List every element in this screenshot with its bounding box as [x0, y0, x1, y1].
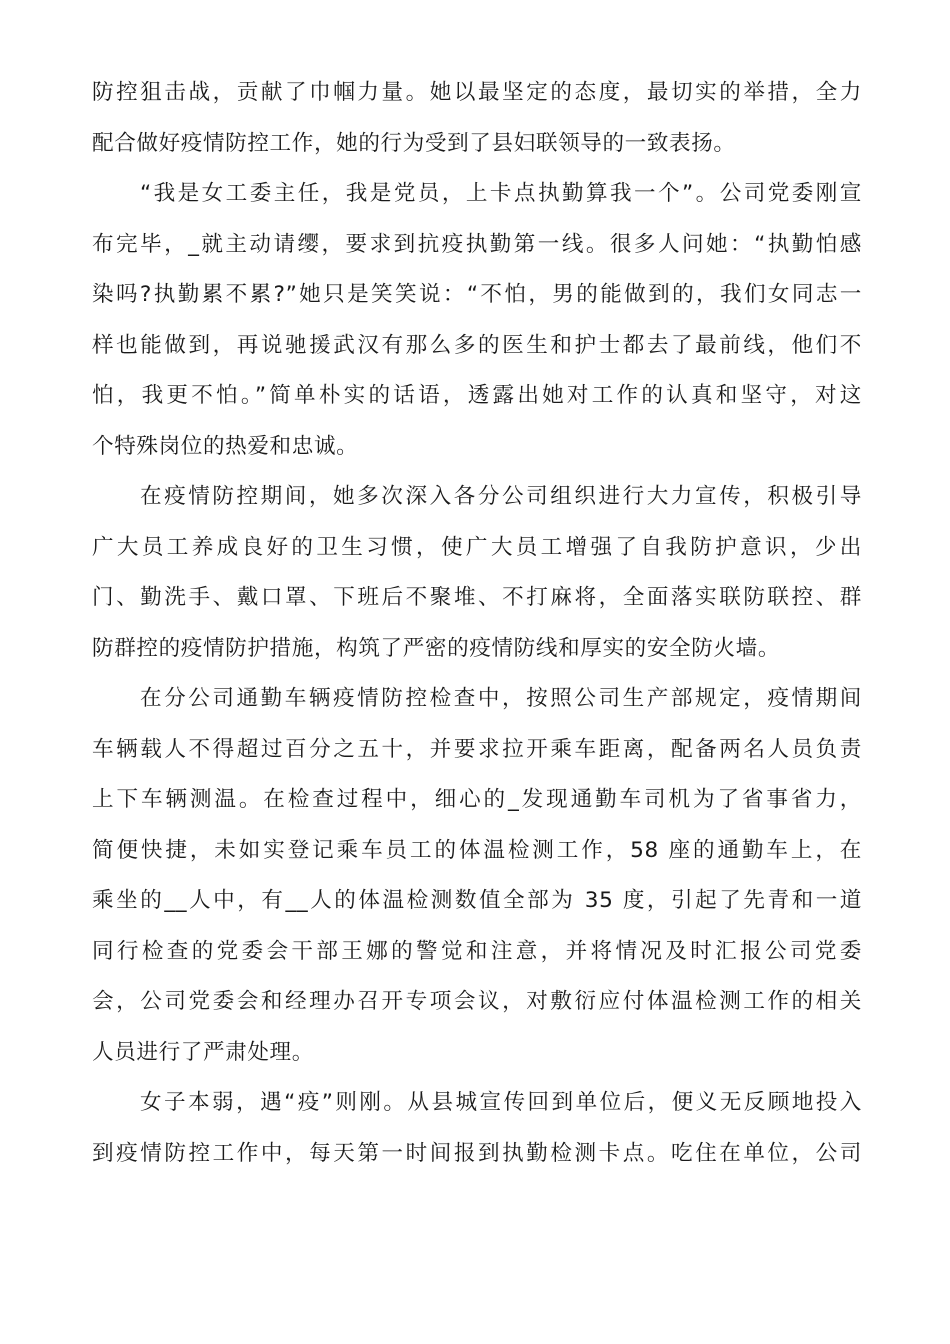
text-line: 在分公司通勤车辆疫情防控检查中，按照公司生产部规定，疫情期间 [140, 686, 862, 711]
paragraph [92, 674, 862, 1078]
text-line: 防控狙击战，贡献了巾帼力量。她以最坚定的态度，最切实的举措，全力 [92, 80, 862, 105]
text-line: 配合做好疫情防控工作，她的行为受到了县妇联领导的一致表扬。 [92, 130, 736, 156]
text-line: 同行检查的党委会干部王娜的警觉和注意，并将情况及时汇报公司党委 [92, 938, 862, 964]
paragraph [92, 169, 862, 472]
text-line: “我是女工委主任，我是党员，上卡点执勤算我一个”。公司党委刚宣 [140, 181, 862, 206]
text-line: 怕，我更不怕。”简单朴实的话语，透露出她对工作的认真和坚守，对这 [92, 383, 862, 408]
text-line: 车辆载人不得超过百分之五十，并要求拉开乘车距离，配备两名人员负责 [92, 736, 862, 762]
text-line: 会，公司党委会和经理办召开专项会议，对敷衍应付体温检测工作的相关 [92, 989, 862, 1014]
text-line: 防群控的疫情防护措施，构筑了严密的疫情防线和厚实的安全防火墙。 [92, 635, 781, 661]
paragraph [92, 472, 862, 674]
text-line: 布完毕，_就主动请缨，要求到抗疫执勤第一线。很多人问她：“执勤怕感 [92, 231, 862, 257]
text-line: 到疫情防控工作中，每天第一时间报到执勤检测卡点。吃住在单位，公司 [92, 1140, 862, 1166]
text-line: 乘坐的__人中，有__人的体温检测数值全部为 35 度，引起了先青和一道 [92, 888, 862, 913]
text-line: 样也能做到，再说驰援武汉有那么多的医生和护士都去了最前线，他们不 [92, 332, 862, 358]
text-line: 人员进行了严肃处理。 [92, 1039, 314, 1065]
text-line: 上下车辆测温。在检查过程中，细心的_发现通勤车司机为了省事省力， [92, 787, 862, 812]
paragraph [92, 1078, 862, 1179]
text-line: 女子本弱，遇“疫”则刚。从县城宣传回到单位后，便义无反顾地投入 [140, 1090, 862, 1115]
document-page [92, 68, 862, 1179]
text-line: 广大员工养成良好的卫生习惯，使广大员工增强了自我防护意识，少出 [92, 534, 862, 560]
paragraph [92, 68, 862, 169]
text-line: 个特殊岗位的热爱和忠诚。 [92, 433, 359, 459]
text-line: 在疫情防控期间，她多次深入各分公司组织进行大力宣传，积极引导 [140, 484, 862, 509]
text-line: 简便快捷，未如实登记乘车员工的体温检测工作，58 座的通勤车上，在 [92, 837, 862, 863]
text-line: 染吗?执勤累不累?”她只是笑笑说：“不怕，男的能做到的，我们女同志一 [92, 282, 862, 307]
text-line: 门、勤洗手、戴口罩、下班后不聚堆、不打麻将，全面落实联防联控、群 [92, 585, 862, 610]
